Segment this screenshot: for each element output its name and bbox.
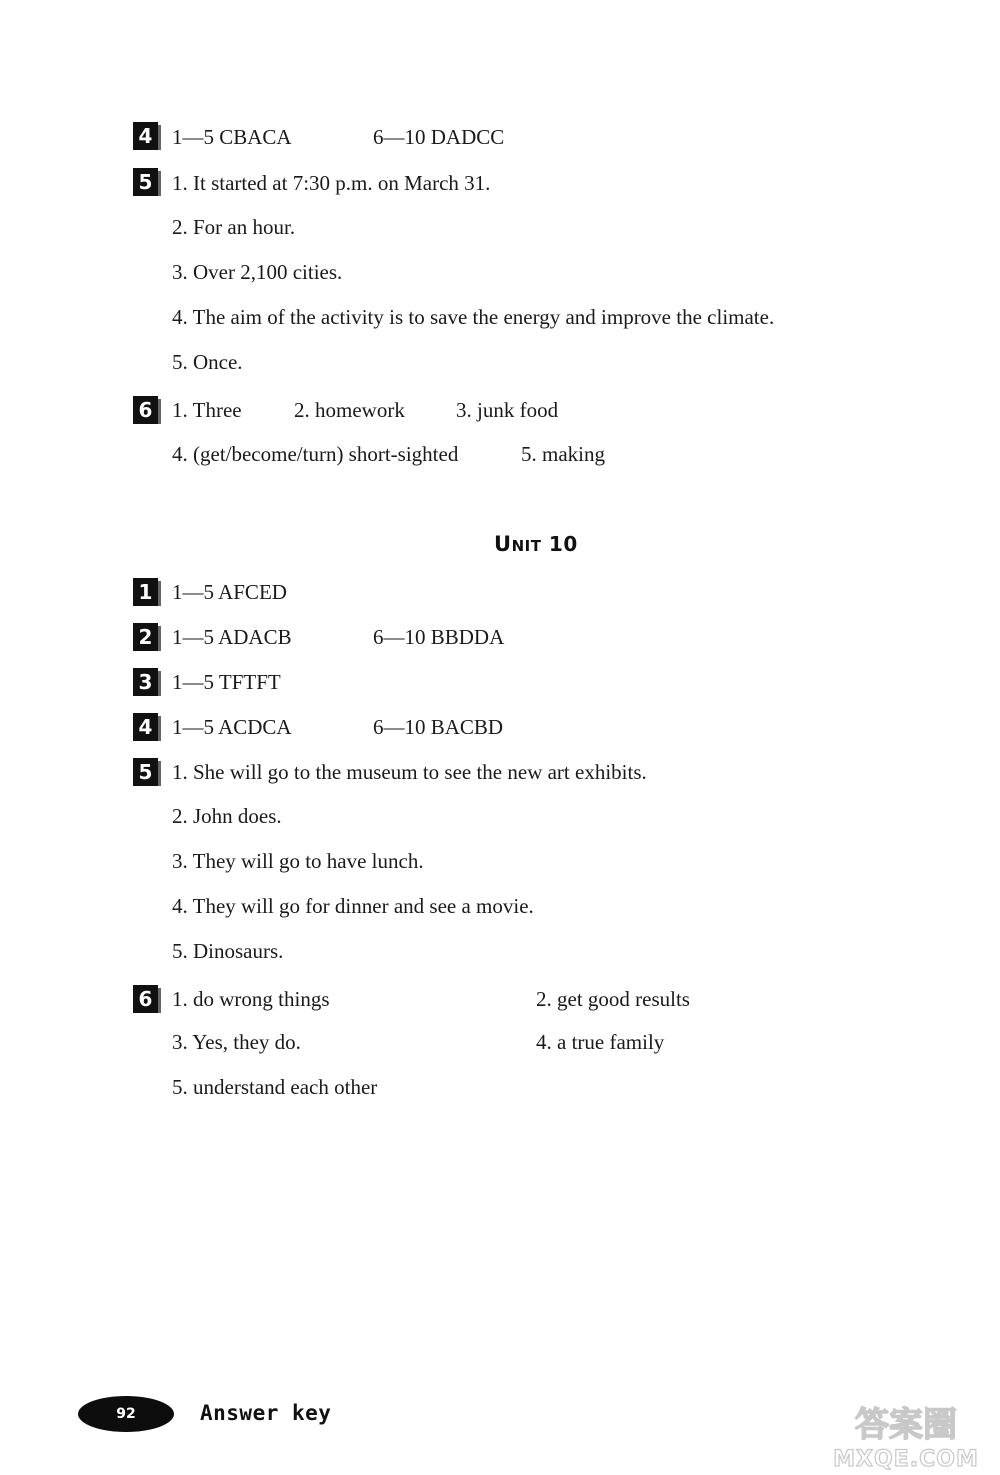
answer-line: 3. Yes, they do. (172, 1030, 301, 1054)
section-5-badge: 5 (133, 758, 158, 786)
answer-line: 5. Once. (172, 350, 243, 374)
answer-line: 3. They will go to have lunch. (172, 849, 424, 873)
section-4-badge: 4 (133, 713, 158, 741)
answer-line: 4. They will go for dinner and see a movie. (172, 894, 534, 918)
svg-text:答案圈: 答案圈 (855, 1405, 957, 1445)
answer-line: 1—5 TFTFT (172, 670, 281, 694)
answer-line: 4. (get/become/turn) short-sighted (172, 442, 459, 466)
answer-line: 6—10 BBDDA (373, 625, 505, 649)
answer-line: 1. do wrong things (172, 987, 330, 1011)
answer-line: 4. a true family (536, 1030, 665, 1054)
answer-line: 1. It started at 7:30 p.m. on March 31. (172, 171, 491, 195)
answer-line: 4. The aim of the activity is to save the energy and improve the climate. (172, 305, 775, 329)
answer-line: 3. junk food (456, 398, 559, 422)
answer-line: 5. understand each other (172, 1075, 378, 1099)
answer-line: 1. Three (172, 398, 242, 422)
answer-line: 1. She will go to the museum to see the new art exhibits. (172, 760, 647, 784)
section-1-badge: 1 (133, 578, 158, 606)
answer-line: 2. homework (294, 398, 405, 422)
page-number: 92 (78, 1396, 174, 1432)
answer-line: 3. Over 2,100 cities. (172, 260, 343, 284)
svg-text:MXQE.COM: MXQE.COM (833, 1447, 979, 1472)
section-6-badge: 6 (133, 985, 158, 1013)
unit-heading: UNIT 10 (494, 532, 578, 556)
answer-line: 2. get good results (536, 987, 690, 1011)
answer-line: 6—10 DADCC (373, 125, 505, 149)
section-2-badge: 2 (133, 623, 158, 651)
section-3-badge: 3 (133, 668, 158, 696)
answer-line: 5. making (521, 442, 605, 466)
answer-line: 2. For an hour. (172, 215, 296, 239)
answer-line: 1—5 AFCED (172, 580, 287, 604)
answer-line: 1—5 ADACB (172, 625, 292, 649)
watermark-logo (818, 1402, 988, 1472)
section-4-badge: 4 (133, 122, 158, 150)
answer-line: 6—10 BACBD (373, 715, 504, 739)
answer-line: 1—5 ACDCA (172, 715, 292, 739)
answer-line: 5. Dinosaurs. (172, 939, 284, 963)
answer-line: 1—5 CBACA (172, 125, 292, 149)
section-6-badge: 6 (133, 396, 158, 424)
footer-label: Answer key (200, 1401, 332, 1425)
answer-line: 2. John does. (172, 804, 282, 828)
section-5-badge: 5 (133, 168, 158, 196)
